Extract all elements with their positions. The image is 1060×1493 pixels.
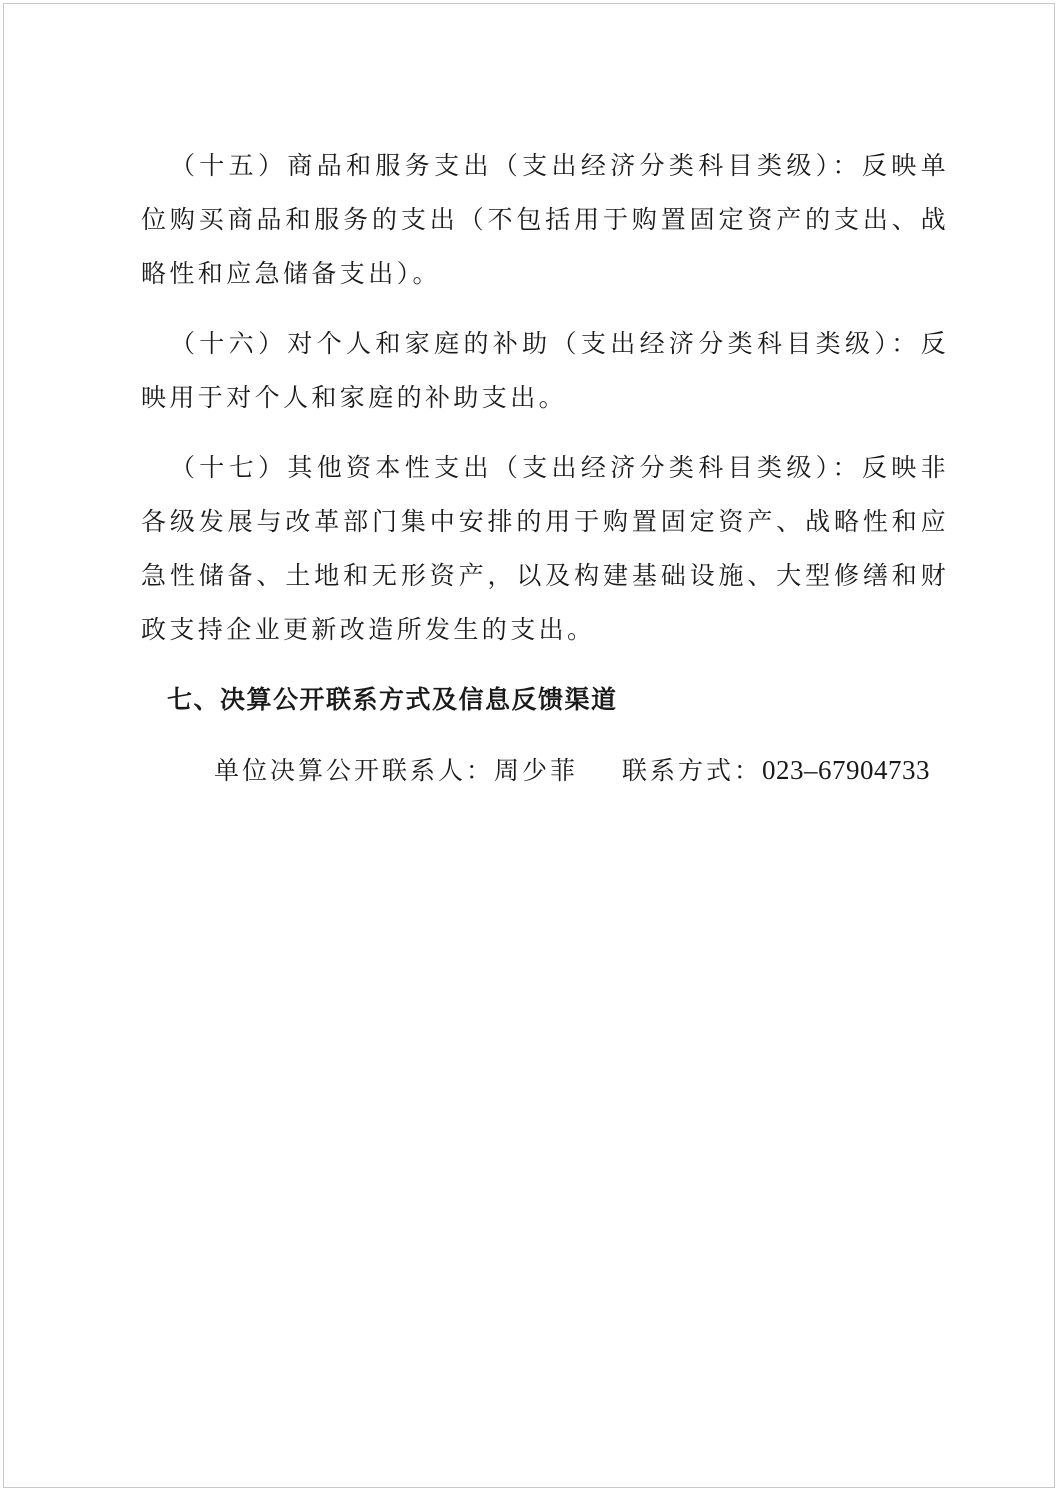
paragraph-item-17 [141, 441, 949, 657]
contact-person: 单位决算公开联系人：周少菲 [214, 756, 579, 785]
document-body [141, 139, 949, 798]
paragraph-text: （十七）其他资本性支出（支出经济分类科目类级）：反映非各级发展与改革部门集中安排的用于购置固定资产、战略性和应急性储备、土地和无形资产，以及构建基础设施、大型修缮和财政支持企业更新改造所发生的支出。 [141, 453, 949, 644]
paragraph-text: （十五）商品和服务支出（支出经济分类科目类级）：反映单位购买商品和服务的支出（不包括用于购置固定资产的支出、战略性和应急储备支出）。 [141, 151, 949, 288]
section-heading: 七、决算公开联系方式及信息反馈渠道 [167, 685, 618, 714]
paragraph-item-15 [141, 139, 949, 301]
contact-method-label: 联系方式： [622, 756, 763, 785]
contact-line [141, 743, 949, 798]
paragraph-item-16 [141, 317, 949, 425]
paragraph-text: （十六）对个人和家庭的补助（支出经济分类科目类级）：反映用于对个人和家庭的补助支出。 [141, 329, 949, 412]
page [3, 3, 1055, 1488]
contact-phone: 023–67904733 [762, 755, 931, 785]
